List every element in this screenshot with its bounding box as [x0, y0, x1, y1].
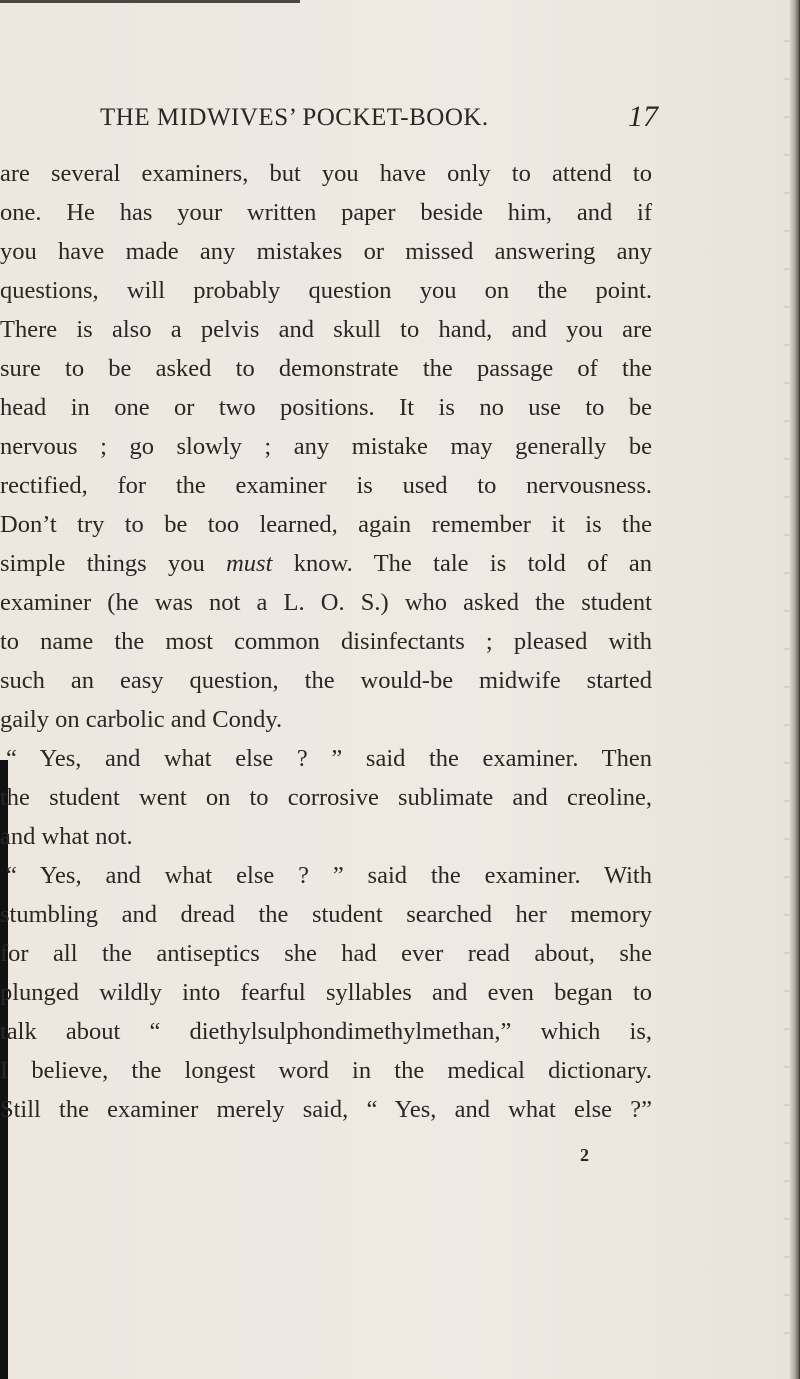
- page-fore-edge: [790, 0, 800, 1379]
- text-line: rectified, for the examiner is used to nervousness.: [0, 472, 652, 499]
- text-line: talk about “ diethylsulphondimethylmethan,” which is,: [0, 1018, 652, 1045]
- text-line: for all the antiseptics she had ever read about, she: [0, 940, 652, 967]
- text-line: questions, will probably question you on the point.: [0, 277, 652, 304]
- text-line: Don’t try to be too learned, again remember it is the: [0, 511, 652, 538]
- text-line: “ Yes, and what else ? ” said the examiner. With: [6, 862, 652, 889]
- text-line: the student went on to corrosive sublimate and creoline,: [0, 784, 652, 811]
- signature-mark: 2: [580, 1145, 589, 1165]
- text-line: gaily on carbolic and Condy.: [0, 706, 283, 733]
- page-edge-marks: [784, 40, 790, 1340]
- text-line-emphasis: simple things you must know. The tale is told of an: [0, 550, 652, 577]
- text-line: I believe, the longest word in the medical dictionary.: [0, 1057, 652, 1084]
- text-line: are several examiners, but you have only to attend to: [0, 160, 652, 187]
- text-line: you have made any mistakes or missed answering any: [0, 238, 652, 265]
- text-line: head in one or two positions. It is no use to be: [0, 394, 652, 421]
- page-number: 17: [628, 100, 658, 133]
- running-head: THE MIDWIVES’ POCKET-BOOK.: [100, 104, 489, 131]
- text-line: such an easy question, the would-be midwife started: [0, 667, 652, 694]
- page-top-edge: [0, 0, 300, 3]
- text-line: “ Yes, and what else ? ” said the examiner. Then: [6, 745, 652, 772]
- text-line: There is also a pelvis and skull to hand, and you are: [0, 316, 652, 343]
- text-line: one. He has your written paper beside him, and if: [0, 199, 652, 226]
- text-line: to name the most common disinfectants ; pleased with: [0, 628, 652, 655]
- text-line: stumbling and dread the student searched her memory: [0, 901, 652, 928]
- text-line: sure to be asked to demonstrate the passage of the: [0, 355, 652, 382]
- text-line: and what not.: [0, 823, 133, 850]
- text-line: examiner (he was not a L. O. S.) who asked the student: [0, 589, 652, 616]
- emphasis-word: must: [226, 550, 273, 577]
- text-line: plunged wildly into fearful syllables and even began to: [0, 979, 652, 1006]
- text-line: Still the examiner merely said, “ Yes, and what else ?”: [0, 1096, 652, 1123]
- text-line: nervous ; go slowly ; any mistake may generally be: [0, 433, 652, 460]
